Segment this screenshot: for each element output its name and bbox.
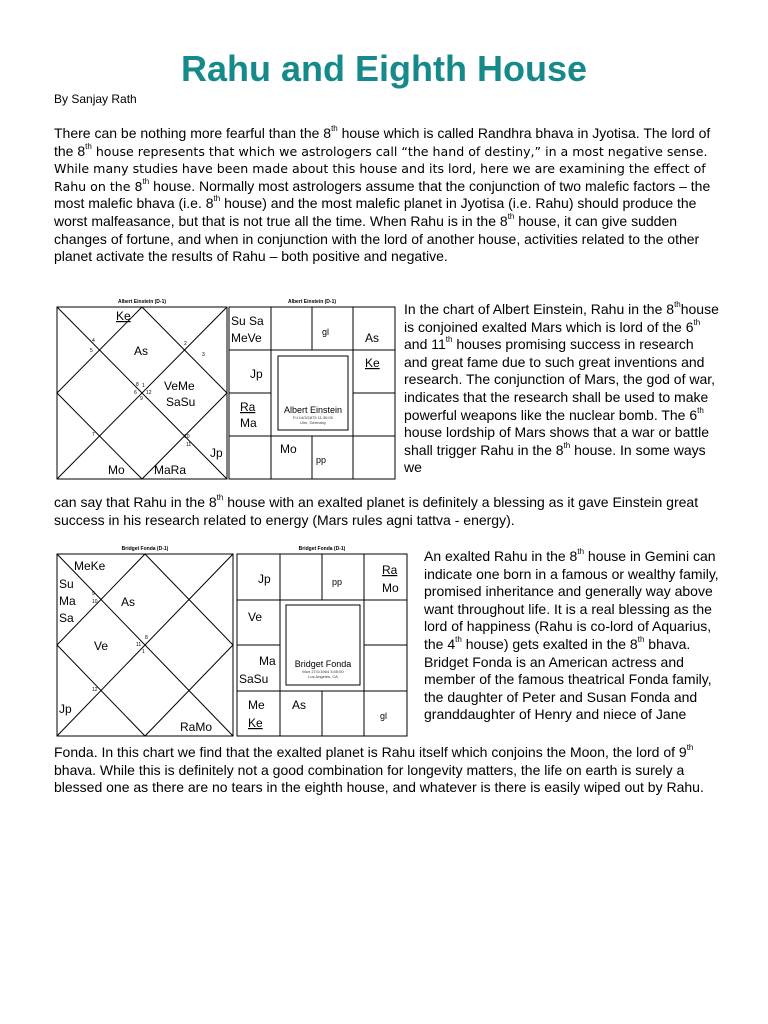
intro-paragraph: There can be nothing more fearful than the 8th house which is called Randhra bhava in Jyotisa. The lord of the 8th house represents that which we astrologers call “the hand of destiny,” in a most negative sense. While many studies have been made about this house and its lord, here we are examining the effect of Rahu on the 8th house. Normally most astrologers assume that the conjunction of two malefic factors – the most malefic bhava (i.e. 8th house) and the most malefic planet in Jyotisa (i.e. Rahu) should produce the worst malfeasance, but that is not true all the time. When Rahu is in the 8th house, it can give sudden changes of fortune, and when in conjunction with the lord of another house, activities related to the other planet activate the results of Rahu – both positive and negative. — [54, 124, 711, 265]
fonda-south-sasu: SaSu — [239, 672, 269, 686]
fonda-south-caption: Bridget Fonda (D-1) — [298, 546, 346, 552]
einstein-south-ra: Ra — [240, 400, 256, 414]
einstein-south-details-2: Ulm, Germany — [300, 420, 326, 425]
fonda-south-ke: Ke — [248, 716, 263, 730]
einstein-south-meve: MeVe — [231, 331, 262, 345]
fonda-south-name: Bridget Fonda — [294, 659, 352, 669]
fonda-south-pp: pp — [332, 577, 343, 587]
fonda-north-ramo: RaMo — [180, 720, 213, 734]
fonda-south-gl: gl — [380, 711, 388, 721]
einstein-south-gl: gl — [322, 327, 330, 337]
byline: By Sanjay Rath — [54, 92, 137, 106]
einstein-south-name: Albert Einstein — [283, 405, 343, 415]
fonda-south-as: As — [292, 698, 307, 712]
fonda-south-mo: Mo — [382, 581, 399, 595]
fonda-north-as: As — [121, 595, 136, 609]
einstein-north-house-10: 10 — [184, 434, 190, 440]
einstein-north-as: As — [134, 344, 149, 358]
fonda-north-sa: Sa — [59, 611, 74, 625]
einstein-paragraph: In the chart of Albert Einstein, Rahu in the 8thhouse is conjoined exalted Mars which is lord of the 6th and 11th houses promising success in research and great fame due to such great inventions and research. The conjunction of Mars, the god of war, indicates that the research shall be used to make powerful weapons like the nuclear bomb. The 6th house lordship of Mars shows that a war or battle shall trigger Rahu in the 8th house. In some ways we — [404, 300, 719, 476]
fonda-paragraph-continued: Fonda. In this chart we find that the exalted planet is Rahu itself which conjoins the Moon, the lord of 9th bhava. While this is definitely not a good combination for longevity matters, the life on earth is surely a blessed one as there are no tears in the eighth house, and whatever is there is easily wiped out by Rahu. — [54, 743, 704, 796]
einstein-south-caption: Albert Einstein (D-1) — [287, 299, 337, 305]
document-title: Rahu and Eighth House — [180, 48, 587, 89]
fonda-north-house-10: 10 — [92, 599, 98, 605]
einstein-south-chart — [228, 298, 396, 480]
fonda-north-house-9: 9 — [92, 591, 95, 597]
einstein-north-house-1: 1 — [142, 383, 145, 389]
einstein-north-mara: MaRa — [154, 463, 187, 477]
fonda-north-meke: MeKe — [74, 559, 106, 573]
einstein-south-jp: Jp — [250, 367, 263, 381]
fonda-south-ma: Ma — [259, 654, 276, 668]
fonda-north-chart — [56, 545, 234, 737]
fonda-north-house-8: 8 — [145, 635, 148, 641]
fonda-south-me: Me — [248, 698, 265, 712]
fonda-north-ve: Ve — [94, 639, 109, 653]
fonda-north-su: Su — [59, 577, 74, 591]
fonda-north-house-11: 11 — [136, 642, 142, 648]
einstein-north-house-6: 6 — [134, 390, 137, 396]
fonda-north-house-1: 1 — [142, 649, 145, 655]
einstein-north-sasu: SaSu — [166, 395, 196, 409]
einstein-south-ma: Ma — [240, 416, 257, 430]
einstein-south-ke: Ke — [365, 356, 380, 370]
einstein-south-as: As — [365, 331, 380, 345]
einstein-south-details-1: Fri 14/3/1879 11:30:00 — [293, 415, 333, 420]
einstein-north-house-3: 3 — [202, 352, 205, 358]
einstein-north-house-2: 2 — [184, 341, 187, 347]
fonda-south-jp: Jp — [258, 572, 271, 586]
fonda-south-details-1: Mon 27/1/1964 3:45:00 — [302, 669, 344, 674]
einstein-north-house-5: 5 — [90, 348, 93, 354]
fonda-north-caption: Bridget Fonda (D-1) — [121, 546, 169, 552]
einstein-paragraph-continued: can say that Rahu in the 8th house with an exalted planet is definitely a blessing as it gave Einstein great success in his research related to energy (Mars rules agni tattva - energy). — [54, 493, 699, 528]
einstein-north-house-9: 9 — [140, 396, 143, 402]
einstein-north-house-7: 7 — [92, 432, 95, 438]
einstein-north-house-4: 4 — [92, 338, 95, 344]
fonda-south-ra: Ra — [382, 563, 398, 577]
einstein-north-house-11: 11 — [186, 442, 192, 448]
einstein-south-mo: Mo — [280, 442, 297, 456]
einstein-north-mo: Mo — [108, 463, 125, 477]
fonda-south-ve: Ve — [248, 610, 263, 624]
fonda-south-details-2: Los Angeles, CA — [308, 674, 338, 679]
fonda-paragraph: An exalted Rahu in the 8th house in Gemini can indicate one born in a famous or wealthy family, promised inheritance and generally way above want throughout life. It is a real blessing as the lord of happiness (Rahu is co-lord of Aquarius, the 4th house) gets exalted in the 8th bhava. Bridget Fonda is an American actress and member of the famous theatrical Fonda family, the daughter of Peter and Susan Fonda and granddaughter of Henry and niece of Jane — [424, 547, 719, 723]
einstein-north-caption: Albert Einstein (D-1) — [117, 299, 167, 305]
einstein-north-house-8: 8 — [136, 382, 139, 388]
fonda-north-jp: Jp — [59, 702, 72, 716]
einstein-north-chart — [56, 298, 228, 480]
einstein-south-pp: pp — [316, 455, 327, 465]
einstein-north-jp: Jp — [210, 446, 223, 460]
fonda-south-chart — [236, 545, 408, 737]
einstein-north-house-12: 12 — [146, 390, 152, 396]
einstein-north-ke: Ke — [116, 309, 131, 323]
fonda-north-ma: Ma — [59, 594, 76, 608]
fonda-north-house-12: 12 — [92, 687, 98, 693]
einstein-north-veme: VeMe — [164, 379, 195, 393]
einstein-south-susa: Su Sa — [231, 314, 264, 328]
